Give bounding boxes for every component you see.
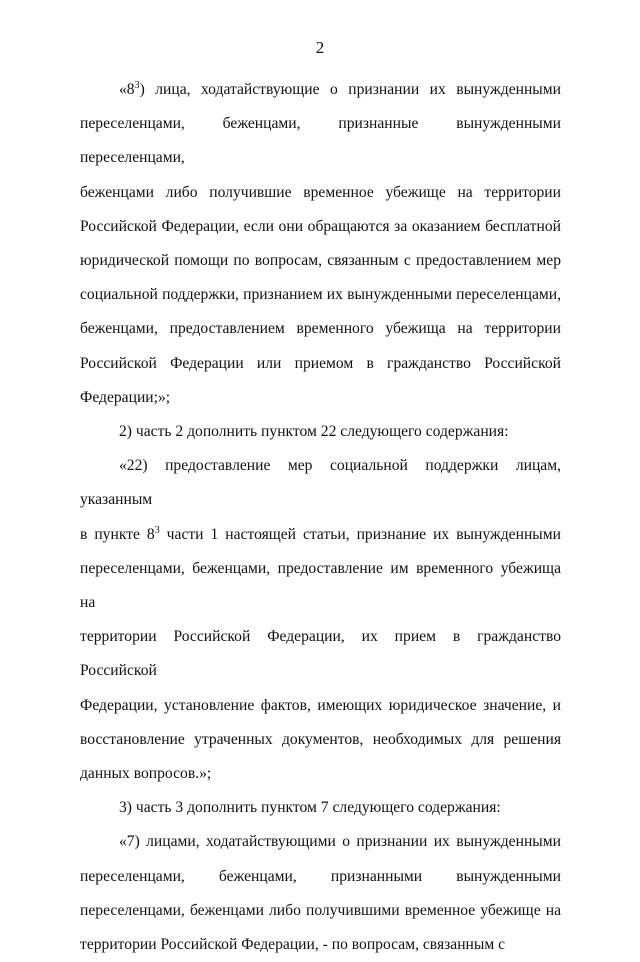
text-span: Федерации, установление фактов, имеющих юридическое значение, и [80,696,561,714]
paragraph-item-7 [80,825,561,962]
text-line [80,176,561,210]
text-line [80,518,561,552]
text-span: территории Российской Федерации, - по вопросам, связанным с [80,936,506,954]
text-span: части 1 настоящей статьи, признание их вынужденными [159,525,561,543]
paragraph-part-3-amendment [80,791,561,825]
text-span: Федерации;»; [80,388,171,406]
paragraph-item-22 [80,449,561,791]
text-line [80,347,561,381]
text-span: в пункте 8 [80,525,155,543]
text-line [80,381,561,415]
text-span: восстановление утраченных документов, необходимых для решения [80,730,561,748]
text-line [80,860,561,894]
paragraph-part-2-amendment [80,415,561,449]
text-span: ) лица, ходатайствующие о признании их вынужденными [139,81,561,98]
text-span: территории Российской Федерации, их прием в гражданство Российской [80,628,561,680]
text-line [80,73,561,107]
text-line [80,757,561,791]
text-span: Российской Федерации или приемом в гражданство Российской [80,354,561,372]
text-line [80,825,561,859]
text-span: беженцами, предоставлением временного убежища на территории [80,320,561,338]
superscript: 3 [134,80,140,91]
text-span: переселенцами, беженцами, признанными вынужденными [80,867,561,885]
paragraph-item-8-3 [80,73,561,415]
text-span: 3) часть 3 дополнить пунктом 7 следующего содержания: [119,799,501,817]
text-line [80,210,561,244]
text-span: данных вопросов.»; [80,765,212,783]
text-line [80,449,561,517]
superscript: 3 [154,524,160,536]
text-line [80,244,561,278]
text-line [80,620,561,688]
text-line [80,312,561,346]
text-line [80,928,561,962]
text-span: переселенцами, беженцами, признанные вынужденными переселенцами, [80,115,561,167]
text-line [80,689,561,723]
page-number: 2 [315,38,325,57]
text-line [80,415,561,449]
document-body [80,73,561,962]
text-span: социальной поддержки, признанием их вынужденными переселенцами, [80,286,561,304]
text-span: 2) часть 2 дополнить пунктом 22 следующего содержания: [119,423,509,441]
text-span: юридической помощи по вопросам, связанным с предоставлением мер [80,252,561,270]
text-line [80,723,561,757]
text-line [80,107,561,175]
text-span: «7) лицами, ходатайствующими о признании их вынужденными [119,833,561,851]
text-line [80,278,561,312]
text-span: Российской Федерации, если они обращаются за оказанием бесплатной [80,217,561,235]
text-span: «8 [119,81,135,98]
text-line [80,791,561,825]
text-line [80,894,561,928]
text-span: переселенцами, беженцами, предоставление им временного убежища на [80,559,561,612]
text-line [80,552,561,620]
text-span: беженцами либо получившие временное убежище на территории [80,183,561,201]
text-span: «22) предоставление мер социальной поддержки лицам, указанным [80,457,561,509]
text-span: переселенцами, беженцами либо получившими временное убежище на [80,901,561,919]
